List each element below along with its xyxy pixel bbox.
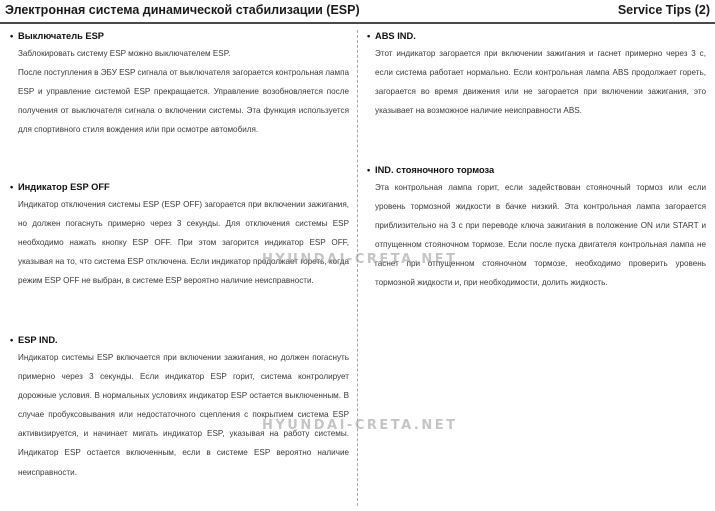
right-column [367, 24, 706, 511]
page-title: Электронная система динамической стабилизации (ESP) [5, 3, 360, 17]
section-heading: • ESP IND. [10, 335, 58, 345]
section-heading: • ABS IND. [367, 31, 416, 41]
page-header [0, 0, 715, 24]
section-paragraph: После поступления в ЭБУ ESP сигнала от выключателя загорается контрольная лампа ESP и управление системой ESP прекращается. Управление возобновляется после получения от выключателя сигнала о включении системы. Эта функция используется для спортивного стиля вождения или при осмотре автомобиля. [18, 68, 350, 135]
section-heading: • Выключатель ESP [10, 31, 105, 41]
section-parking-brake-ind [367, 164, 706, 293]
section-esp-ind [10, 334, 349, 482]
section-esp-off-indicator [10, 181, 349, 290]
section-paragraph: Индикатор системы ESP включается при включении зажигания, но должен погаснуть примерно через 3 секунды. Если индикатор ESP горит, система контролирует дорожные условия. В нормальных условиях индикатор ESP остается выключенным. В случае пробуксовывания или недостаточного сцепления с покрытием система ESP активизируется, и начинает мигать индикатор ESP, указывая на работу системы. Индикатор ESP остается включенным, если в системе ESP вероятно наличие неисправности. [18, 353, 349, 477]
section-abs-ind [367, 30, 706, 120]
section-paragraph: Эта контрольная лампа горит, если задействован стояночный тормоз или если уровень тормозной жидкости в бачке низкий. Эта контрольная лампа загорается приблизительно на 3 с при переводе ключа зажигания в положение ON или START и отпущенном стояночном тормозе. Если после пуска двигателя контрольная лампа не гаснет при отпущенном стояночном тормозе, необходимо проверить уровень тормозной жидкости и, при необходимости, долить жидкость. [375, 183, 706, 288]
section-paragraph: Индикатор отключения системы ESP (ESP OFF) загорается при включении зажигания, но должен погаснуть примерно через 3 секунды. Для отключения системы ESP необходимо нажать кнопку ESP OFF. При этом загорится индикатор ESP OFF, указывая на то, что система ESP отключена. Если индикатор продолжает гореть, когда режим ESP OFF не выбран, в системе ESP вероятно наличие неисправности. [18, 200, 349, 286]
watermark: HYUNDAI-CRETA.NET [262, 418, 458, 433]
section-heading: • Индикатор ESP OFF [10, 182, 110, 192]
left-column [10, 24, 349, 511]
section-heading: • IND. стояночного тормоза [367, 165, 495, 175]
watermark: HYUNDAI-CRETA.NET [262, 252, 458, 267]
section-paragraph: Этот индикатор загорается при включении зажигания и гаснет примерно через 3 с, если система работает нормально. Если контрольная лампа ABS продолжает гореть, загорается во время движения или не загорается при включении зажигания, это указывает на возможное наличие неисправности ABS. [375, 49, 706, 116]
service-tips-label: Service Tips (2) [617, 3, 710, 17]
column-divider [357, 30, 358, 506]
section-paragraph: Заблокировать систему ESP можно выключателем ESP. [18, 49, 231, 58]
section-esp-switch [10, 30, 349, 139]
